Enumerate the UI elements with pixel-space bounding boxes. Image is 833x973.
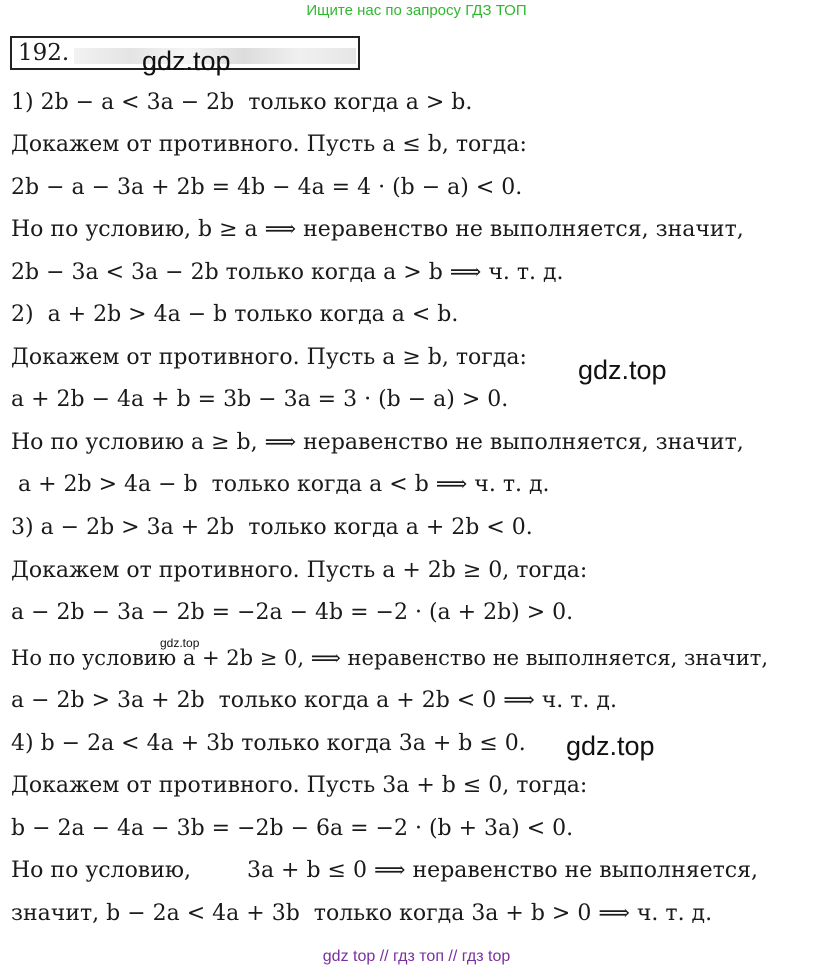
solution-line-15: a − 2b > 3a + 2b только когда a + 2b < 0 ⟹ ч. т. д.	[11, 688, 617, 713]
solution-line-5: 2b − 3a < 3a − 2b только когда a > b ⟹ ч. т. д.	[11, 260, 564, 285]
task-number: 192.	[18, 40, 70, 66]
solution-line-9: Но по условию a ≥ b, ⟹ неравенство не выполняется, значит,	[11, 430, 744, 455]
solution-line-13: a − 2b − 3a − 2b = −2a − 4b = −2 · (a + 2b) > 0.	[11, 600, 574, 625]
solution-line-6: 2) a + 2b > 4a − b только когда a < b.	[11, 302, 459, 327]
solution-line-19: Но по условию, 3a + b ≤ 0 ⟹ неравенство не выполняется,	[11, 858, 758, 883]
solution-line-1: 1) 2b − a < 3a − 2b только когда a > b.	[11, 90, 473, 115]
solution-line-10: a + 2b > 4a − b только когда a < b ⟹ ч. т. д.	[11, 472, 550, 497]
solution-line-3: 2b − a − 3a + 2b = 4b − 4a = 4 · (b − a) < 0.	[11, 175, 523, 200]
solution-line-14: Но по условию a + 2b ≥ 0, ⟹ неравенство не выполняется, значит,	[11, 646, 769, 670]
footer-links: gdz top // гдз топ // гдз top	[322, 948, 511, 965]
solution-line-16: 4) b − 2a < 4a + 3b только когда 3a + b ≤ 0.	[11, 731, 526, 756]
solution-line-2: Докажем от противного. Пусть a ≤ b, тогда:	[11, 132, 527, 157]
solution-line-12: Докажем от противного. Пусть a + 2b ≥ 0, тогда:	[11, 558, 588, 583]
solution-line-11: 3) a − 2b > 3a + 2b только когда a + 2b < 0.	[11, 515, 533, 540]
solution-line-7: Докажем от противного. Пусть a ≥ b, тогда:	[11, 345, 527, 370]
solution-line-8: a + 2b − 4a + b = 3b − 3a = 3 · (b − a) > 0.	[11, 387, 509, 412]
solution-line-20: значит, b − 2a < 4a + 3b только когда 3a + b > 0 ⟹ ч. т. д.	[11, 901, 713, 926]
solution-line-17: Докажем от противного. Пусть 3a + b ≤ 0, тогда:	[11, 773, 588, 798]
watermark-3: gdz.top	[160, 636, 200, 650]
solution-line-4: Но по условию, b ≥ a ⟹ неравенство не выполняется, значит,	[11, 217, 744, 242]
top-banner: Ищите нас по запросу ГДЗ ТОП	[306, 2, 527, 19]
watermark-4: gdz.top	[566, 731, 655, 761]
watermark-1: gdz.top	[142, 46, 231, 76]
watermark-2: gdz.top	[578, 355, 667, 385]
solution-line-18: b − 2a − 4a − 3b = −2b − 6a = −2 · (b + 3a) < 0.	[11, 816, 574, 841]
